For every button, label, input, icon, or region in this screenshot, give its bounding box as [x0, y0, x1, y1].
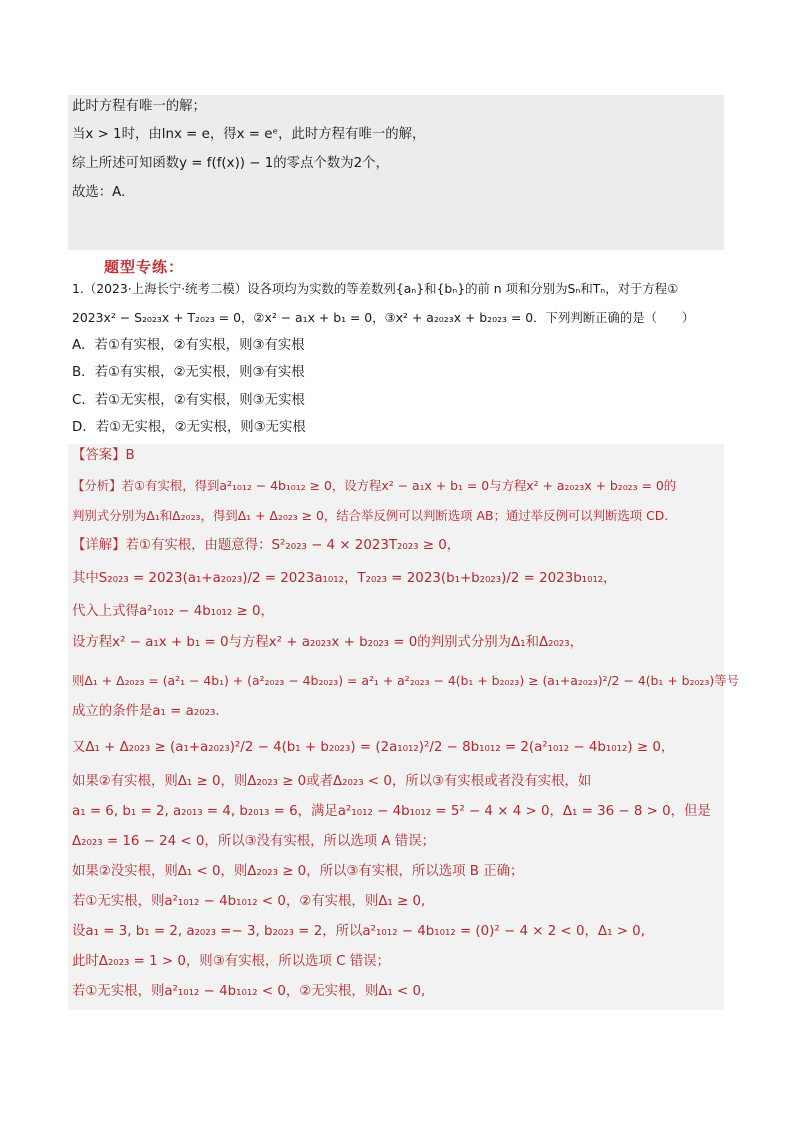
prev-line-1: 此时方程有唯一的解； — [72, 99, 206, 114]
detail-line-3: 代入上式得a²₁₀₁₂ − 4b₁₀₁₂ ≥ 0， — [72, 604, 274, 619]
prev-line-2: 当x > 1时，由lnx = e，得x = eᵉ，此时方程有唯一的解， — [72, 127, 426, 142]
analysis-line-2: 判别式分别为Δ₁和Δ₂₀₂₃，得到Δ₁ + Δ₂₀₂₃ ≥ 0，结合举反例可以判断选项 AB；通过举反例可以判断选项 CD. — [72, 508, 669, 523]
option-a: A．若①有实根，②有实根，则③有实根 — [72, 338, 305, 353]
detail-line-13: 设a₁ = 3, b₁ = 2, a₂₀₂₃ =− 3, b₂₀₂₃ = 2，所以a²₁₀₁₂ − 4b₁₀₁₂ = (0)² − 4 × 2 < 0，Δ₁ > 0, — [72, 924, 645, 939]
option-d: D．若①无实根，②无实根，则③无实根 — [72, 420, 306, 435]
detail-line-4: 设方程x² − a₁x + b₁ = 0与方程x² + a₂₀₂₃x + b₂₀₂₃ = 0的判别式分别为Δ₁和Δ₂₀₂₃， — [72, 635, 583, 650]
detail-line-1: 【详解】若①有实根，由题意得：S²₂₀₂₃ − 4 × 2023T₂₀₂₃ ≥ 0， — [72, 538, 461, 553]
analysis-line-1: 【分析】若①有实根，得到a²₁₀₁₂ − 4b₁₀₁₂ ≥ 0，设方程x² − a₁x + b₁ = 0与方程x² + a₂₀₂₃x + b₂₀₂₃ = 0的 — [72, 478, 677, 493]
detail-line-7: 又Δ₁ + Δ₂₀₂₃ ≥ (a₁+a₂₀₂₃)²/2 − 4(b₁ + b₂₀₂₃) = (2a₁₀₁₂)²/2 − 8b₁₀₁₂ = 2(a²₁₀₁₂ − 4b₁₀₁₂) ≥ 0， — [72, 740, 675, 755]
detail-line-10: Δ₂₀₂₃ = 16 − 24 < 0，所以③没有实根，所以选项 A 错误； — [72, 834, 435, 849]
detail-line-5: 则Δ₁ + Δ₂₀₂₃ = (a²₁ − 4b₁) + (a²₂₀₂₃ − 4b₂₀₂₃) = a²₁ + a²₂₀₂₃ − 4(b₁ + b₂₀₂₃) ≥ (a₁+a₂₀₂₃)²/2 − 4(b₁ + b₂₀₂₃)等号 — [72, 673, 739, 688]
problem-stem-line-2: 2023x² − S₂₀₂₃x + T₂₀₂₃ = 0，②x² − a₁x + b₁ = 0，③x² + a₂₀₂₃x + b₂₀₂₃ = 0．下列判断正确的是（ ） — [72, 310, 695, 325]
detail-line-11: 如果②没实根，则Δ₁ < 0，则Δ₂₀₂₃ ≥ 0，所以③有实根，所以选项 B 正确； — [72, 864, 524, 879]
detail-line-15: 若①无实根，则a²₁₀₁₂ − 4b₁₀₁₂ < 0，②无实根，则Δ₁ < 0, — [72, 984, 426, 999]
detail-line-2: 其中S₂₀₂₃ = 2023(a₁+a₂₀₂₃)/2 = 2023a₁₀₁₂，T₂₀₂₃ = 2023(b₁+b₂₀₂₃)/2 = 2023b₁₀₁₂， — [72, 571, 617, 586]
option-b: B．若①有实根，②无实根，则③有实根 — [72, 365, 305, 380]
problem-stem-line-1: 1.（2023·上海长宁·统考二模）设各项均为实数的等差数列{aₙ}和{bₙ}的前 n 项和分别为Sₙ和Tₙ，对于方程① — [72, 281, 679, 296]
section-title: 题型专练： — [104, 258, 185, 276]
detail-line-6: 成立的条件是a₁ = a₂₀₂₃. — [72, 704, 220, 719]
prev-line-3: 综上所述可知函数y = f(f(x)) − 1的零点个数为2个， — [72, 156, 389, 171]
detail-line-8: 如果②有实根，则Δ₁ ≥ 0，则Δ₂₀₂₃ ≥ 0或者Δ₂₀₂₃ < 0，所以③有实根或者没有实根，如 — [72, 774, 592, 789]
detail-line-9: a₁ = 6, b₁ = 2, a₂₀₁₃ = 4, b₂₀₁₃ = 6，满足a²₁₀₁₂ − 4b₁₀₁₂ = 5² − 4 × 4 > 0，Δ₁ = 36 − 8 > 0，但是 — [72, 804, 711, 819]
answer-line: 【答案】B — [72, 448, 135, 463]
option-c: C．若①无实根，②有实根，则③无实根 — [72, 393, 305, 408]
detail-line-14: 此时Δ₂₀₂₃ = 1 > 0，则③有实根，所以选项 C 错误； — [72, 954, 390, 969]
prev-line-4: 故选：A. — [72, 185, 126, 200]
detail-line-12: 若①无实根，则a²₁₀₁₂ − 4b₁₀₁₂ < 0，②有实根，则Δ₁ ≥ 0, — [72, 894, 426, 909]
